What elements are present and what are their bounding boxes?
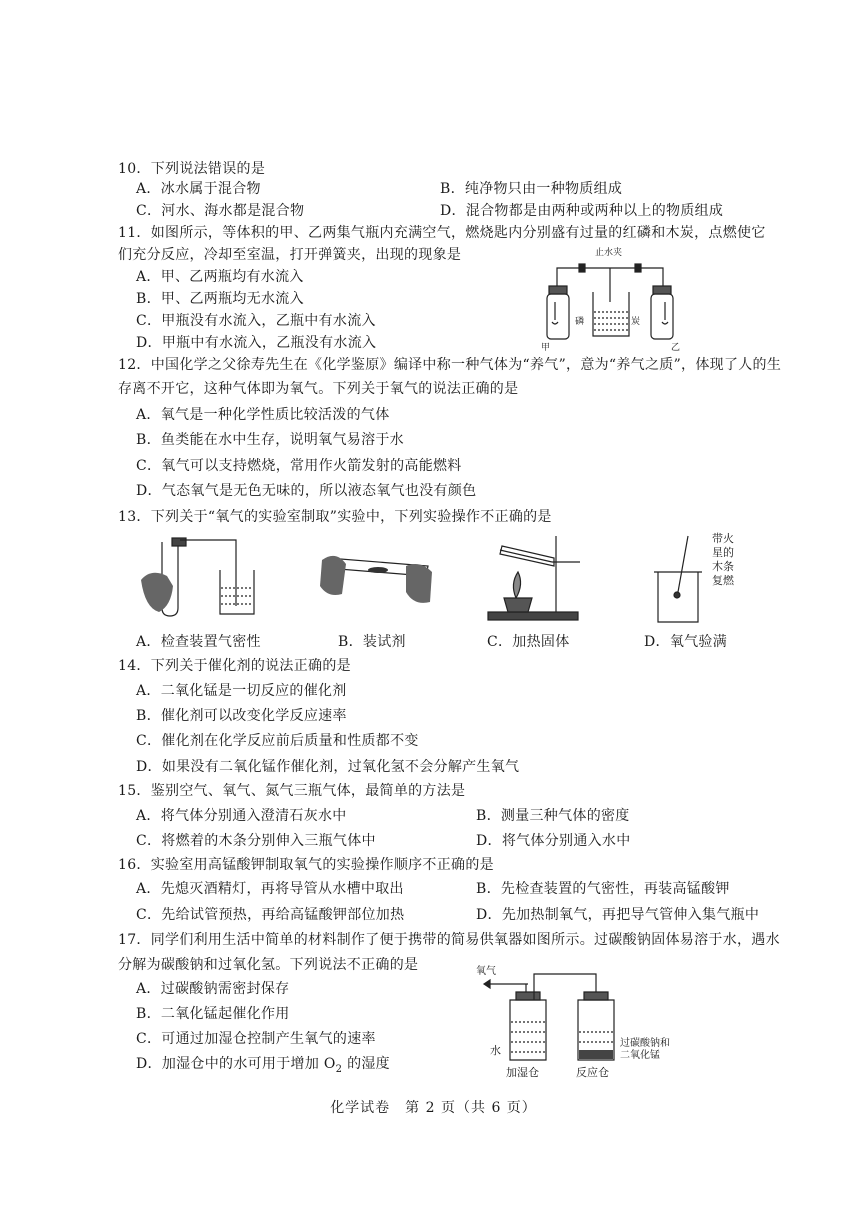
water-label: 水 [490,1044,501,1057]
question-12-stem-line1: 12．中国化学之父徐寿先生在《化学鉴原》编译中称一种气体为“养气”，意为“养气之质”，体现了人的生 [118,357,782,373]
question-15-option-c: C．将燃着的木条分别伸入三瓶气体中 [136,833,376,849]
question-13-caption-b: B．装试剂 [338,634,406,650]
question-10-option-d: D．混合物都是由两种或两种以上的物质组成 [440,203,724,219]
question-17-option-b: B．二氧化锰起催化作用 [136,1006,290,1022]
charcoal-label: 炭 [631,317,641,327]
loading-reagent-diagram [318,540,438,610]
reagent-label-line2: 二氧化锰 [620,1050,660,1061]
phosphorus-label: 磷 [575,317,585,327]
question-17-stem-line1: 17．同学们利用生活中简单的材料制作了便于携带的简易供氧器如图所示。过碳酸钠固体易溶于水，遇水 [118,932,780,948]
question-11-stem-line1: 11．如图所示，等体积的甲、乙两集气瓶内充满空气，燃烧匙内分别盛有过量的红磷和木炭，点燃使它 [118,225,766,241]
question-15-option-a: A．将气体分别通入澄清石灰水中 [136,808,347,824]
reagent-label-line1: 过碳酸钠和 [620,1038,670,1049]
option-d-prefix: D．加湿仓中的水可用于增加 O [136,1056,336,1072]
question-10-option-b: B．纯净物只由一种物质组成 [440,181,623,197]
humidifier-label: 加湿仓 [506,1066,539,1079]
question-14-option-d: D．如果没有二氧化锰作催化剂，过氧化氢不会分解产生氧气 [136,759,520,775]
figure-d-oxygen-full-test [648,532,708,627]
heating-diagram [480,532,590,624]
figure-b-loading-reagent [318,540,438,610]
question-12-option-d: D．气态氧气是无色无味的，所以液态氧气也没有颜色 [136,483,477,499]
question-11-option-c: C．甲瓶没有水流入，乙瓶中有水流入 [136,313,376,329]
question-12-stem-line2: 存离不开它，这种气体即为氧气。下列关于氧气的说法正确的是 [118,381,519,397]
question-10-option-c: C．河水、海水都是混合物 [136,203,305,219]
oxygen-test-diagram [648,532,708,627]
question-13-caption-d: D．氧气验满 [644,634,728,650]
question-17-option-c: C．可通过加湿仓控制产生氧气的速率 [136,1031,376,1047]
question-16-option-c: C．先给试管预热，再给高锰酸钾部位加热 [136,907,405,923]
figure-d-note [712,532,752,588]
figure-a-airtightness-check [136,530,266,620]
question-11-apparatus-figure [535,240,685,352]
question-11-option-a: A．甲、乙两瓶均有水流入 [136,269,304,285]
question-16-option-b: B．先检查装置的气密性，再装高锰酸钾 [476,881,730,897]
question-13-stem: 13．下列关于“氧气的实验室制取”实验中，下列实验操作不正确的是 [118,509,552,525]
question-16-option-d: D．先加热制氧气，再把导气管伸入集气瓶中 [476,907,760,923]
question-14-option-c: C．催化剂在化学反应前后质量和性质都不变 [136,733,419,749]
question-10-option-a: A．冰水属于混合物 [136,181,261,197]
question-11-stem-line2: 们充分反应，冷却至室温，打开弹簧夹，出现的现象是 [118,247,462,263]
question-17-stem-line2: 分解为碳酸钠和过氧化氢。下列说法不正确的是 [118,957,419,973]
question-16-option-a: A．先熄灭酒精灯，再将导管从水槽中取出 [136,881,404,897]
bottle-jia-label: 甲 [541,343,551,353]
figure-c-heating-solid [480,532,590,624]
airtightness-diagram [136,530,266,620]
question-11-option-d: D．甲瓶中有水流入，乙瓶没有水流入 [136,335,377,351]
reaction-chamber-label: 反应仓 [576,1066,609,1079]
note-line-1: 带火 [712,532,734,545]
question-10-stem: 10．下列说法错误的是 [118,161,266,177]
question-17-oxygen-generator-figure [476,960,740,1080]
oxygen-label: 氧气 [476,966,496,977]
option-d-subscript: 2 [335,1063,343,1075]
note-line-4: 复燃 [712,574,734,587]
question-13-caption-a: A．检查装置气密性 [136,634,261,650]
page-footer: 化学试卷 第 2 页（共 6 页） [330,1100,537,1116]
clamp-label: 止水夹 [595,248,623,258]
question-16-stem: 16．实验室用高锰酸钾制取氧气的实验操作顺序不正确的是 [118,857,494,873]
note-line-2: 星的 [712,546,734,559]
question-15-stem: 15．鉴别空气、氧气、氮气三瓶气体，最简单的方法是 [118,783,466,799]
question-13-caption-c: C．加热固体 [487,634,570,650]
option-d-suffix: 的湿度 [342,1056,390,1072]
question-17-option-a: A．过碳酸钠需密封保存 [136,981,290,997]
note-line-3: 木条 [712,560,734,573]
question-12-option-c: C．氧气可以支持燃烧，常用作火箭发射的高能燃料 [136,458,462,474]
question-17-option-d [136,1054,390,1080]
question-12-option-a: A．氧气是一种化学性质比较活泼的气体 [136,407,390,423]
question-14-option-a: A．二氧化锰是一切反应的催化剂 [136,683,347,699]
question-15-option-d: D．将气体分别通入水中 [476,833,631,849]
question-14-stem: 14．下列关于催化剂的说法正确的是 [118,658,351,674]
question-12-option-b: B．鱼类能在水中生存，说明氧气易溶于水 [136,432,404,448]
question-15-option-b: B．测量三种气体的密度 [476,808,630,824]
question-11-option-b: B．甲、乙两瓶均无水流入 [136,291,304,307]
question-14-option-b: B．催化剂可以改变化学反应速率 [136,708,347,724]
bottle-yi-label: 乙 [671,343,681,353]
